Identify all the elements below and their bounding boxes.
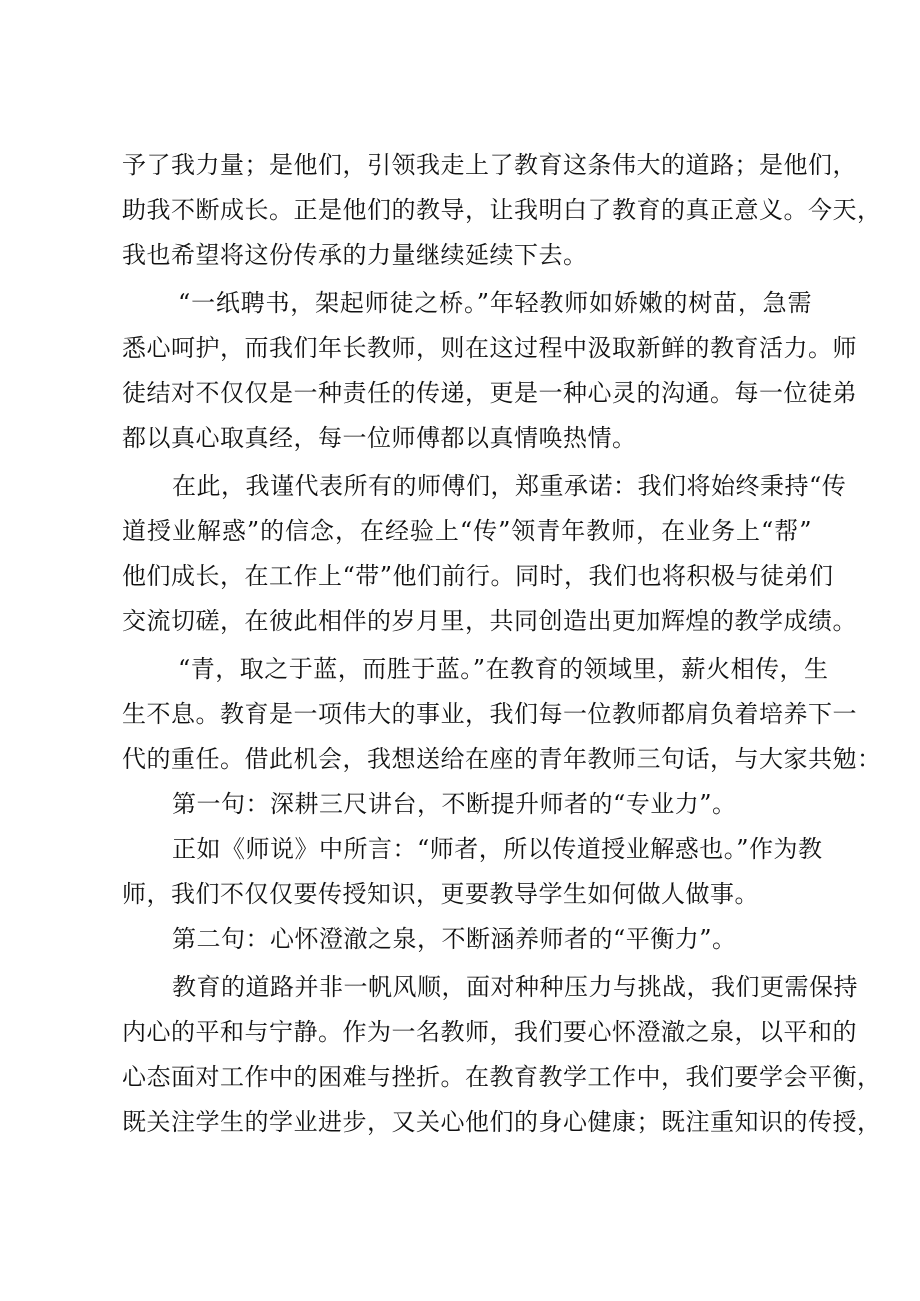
- text-line: 心态面对工作中的困难与挫折。在教育教学工作中，我们要学会平衡，: [122, 1063, 882, 1091]
- text-line: 他们成长，在工作上“带”他们前行。同时，我们也将积极与徒弟们: [122, 562, 834, 590]
- text-line: 正如《师说》中所言：“师者，所以传道授业解惑也。”作为教: [172, 835, 823, 863]
- text-line: 生不息。教育是一项伟大的事业，我们每一位教师都肩负着培养下一: [122, 700, 857, 728]
- text-line: 予了我力量；是他们，引领我走上了教育这条伟大的道路；是他们，: [122, 151, 857, 179]
- text-line: 助我不断成长。正是他们的教导，让我明白了教育的真正意义。今天，: [122, 196, 882, 224]
- text-line: 悉心呵护，而我们年长教师，则在这过程中汲取新鲜的教育活力。师: [122, 334, 857, 362]
- text-line: “一纸聘书，架起师徒之桥。”年轻教师如娇嫩的树苗，急需: [178, 289, 812, 317]
- text-line: 徒结对不仅仅是一种责任的传递，更是一种心灵的沟通。每一位徒弟: [122, 379, 857, 407]
- text-line: 交流切磋，在彼此相伴的岁月里，共同创造出更加辉煌的教学成绩。: [122, 607, 857, 635]
- text-line: 我也希望将这份传承的力量继续延续下去。: [122, 241, 588, 269]
- text-line: 教育的道路并非一帆风顺，面对种种压力与挑战，我们更需保持: [172, 973, 858, 1001]
- text-line: “青，取之于蓝，而胜于蓝。”在教育的领域里，薪火相传，生: [178, 655, 829, 683]
- text-line: 内心的平和与宁静。作为一名教师，我们要心怀澄澈之泉，以平和的: [122, 1018, 857, 1046]
- text-line: 既关注学生的学业进步，又关心他们的身心健康；既注重知识的传授，: [122, 1108, 882, 1136]
- text-line: 道授业解惑”的信念，在经验上“传”领青年教师，在业务上“帮”: [122, 517, 812, 545]
- document-body: [122, 143, 882, 1145]
- text-line: 第二句：心怀澄澈之泉，不断涵养师者的“平衡力”。: [172, 925, 737, 953]
- text-line: 师，我们不仅仅要传授知识，更要教导学生如何做人做事。: [122, 880, 759, 908]
- text-line: 第一句：深耕三尺讲台，不断提升师者的“专业力”。: [172, 790, 737, 818]
- text-line: 代的重任。借此机会，我想送给在座的青年教师三句话，与大家共勉：: [122, 745, 882, 773]
- text-line: 在此，我谨代表所有的师傅们，郑重承诺：我们将始终秉持“传: [172, 472, 847, 500]
- text-line: 都以真心取真经，每一位师傅都以真情唤热情。: [122, 424, 637, 452]
